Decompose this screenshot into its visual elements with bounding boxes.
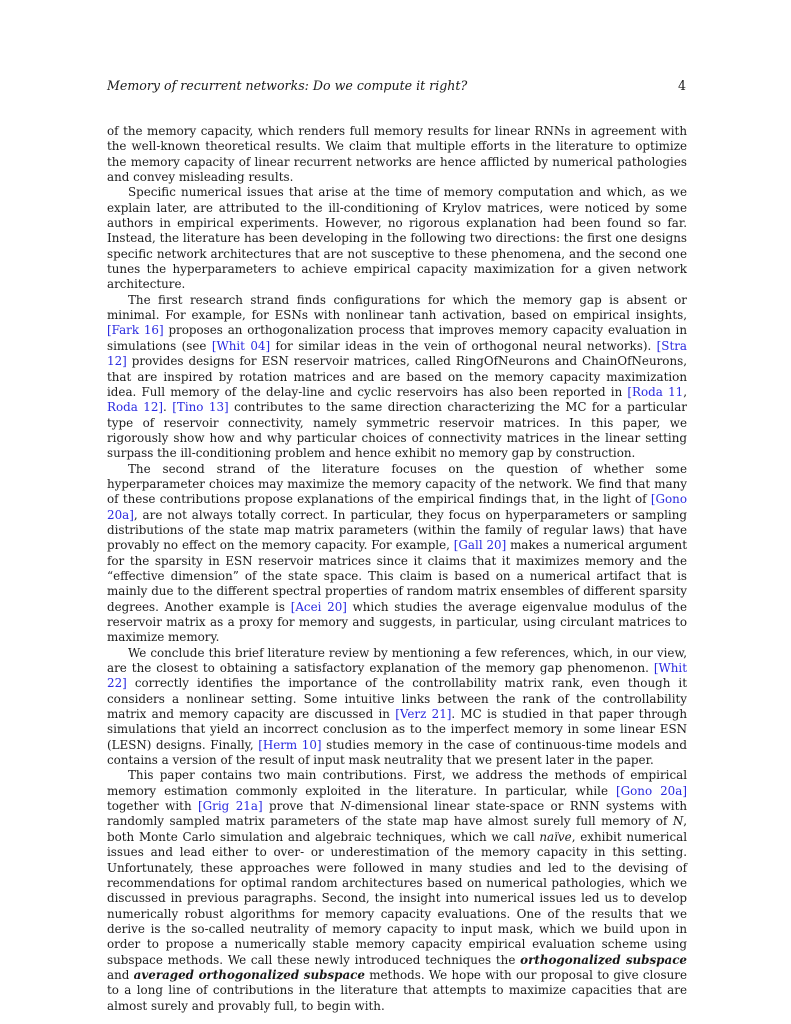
page-number: 4 xyxy=(677,78,686,93)
citation-link[interactable]: [Gall 20] xyxy=(453,538,507,553)
text-run: , exhibit numerical issues and lead either to over- or underestimation of the memory capacity in this setting. Unfortunately, these approaches were followed in many studies and led to the devising of recommendations for optimal random architectures based on numerical pathologies, which we discussed in previous paragraphs. Second, the insight into numerical issues led us to develop numerically robust algorithms for memory capacity evaluations. One of the results that we derive is the so-called neutrality of memory capacity to input mask, which we build upon in order to propose a numerically stable memory capacity empirical evaluation scheme using subspace methods. We call these newly introduced techniques the xyxy=(107,829,687,967)
paragraph xyxy=(107,646,687,769)
text-run: of the memory capacity, which renders full memory results for linear RNNs in agreement with the well-known theoretical results. We claim that multiple efforts in the literature to optimize the memory capacity of linear recurrent networks are hence afflicted by numerical pathologies and convey misleading results. xyxy=(107,124,687,185)
text-run: , xyxy=(683,384,687,399)
text-run: and xyxy=(107,967,134,982)
emphasized-text: N xyxy=(672,814,684,829)
text-run: together with xyxy=(107,799,199,814)
paragraph xyxy=(107,185,687,292)
text-run: Specific numerical issues that arise at the time of memory computation and which, as we explain later, are attributed to the ill-conditioning of Krylov matrices, were noticed by some authors in empirical experiments. However, no rigorous explanation had been found so far. Instead, the literature has been developing in the following two directions: the first one designs specific network architectures that are not susceptive to these phenomena, and the second one tunes the hyperparameters to achieve empirical capacity maximization for a given network architecture. xyxy=(107,185,687,292)
citation-link[interactable]: [Tino 13] xyxy=(172,400,229,415)
text-run: This paper contains two main contributions. First, we address the methods of empirical memory estimation commonly exploited in the literature. In particular, while xyxy=(107,768,687,798)
text-run: which studies the average eigenvalue modulus of the reservoir matrix as a proxy for memory and suggests, in particular, using circulant matrices to maximize memory. xyxy=(107,599,687,645)
paragraph xyxy=(107,124,687,185)
citation-link[interactable]: [Roda 11 xyxy=(627,384,684,399)
emphasized-text: N xyxy=(340,799,351,814)
text-run: contributes to the same direction characterizing the MC for a particular type of reservoir connectivity, namely symmetric reservoir matrices. In this paper, we rigorously show how and why particular choices of connectivity matrices in the linear setting surpass the ill-conditioning problem and hence exhibit no memory gap by construction. xyxy=(107,400,687,461)
text-run: proposes an orthogonalization process that improves memory capacity evaluation in simulations (see xyxy=(107,323,688,353)
text-run: The first research strand finds configurations for which the memory gap is absent or minimal. For example, for ESNs with nonlinear tanh activation, based on empirical insights, xyxy=(107,292,687,323)
citation-link[interactable]: [Verz 21] xyxy=(395,707,452,722)
text-run: methods. We hope with our proposal to give closure to a long line of contributions in the literature that attempts to maximize capacities that are almost surely and provably full, to begin with. xyxy=(107,967,687,1013)
text-run: We conclude this brief literature review by mentioning a few references, which, in our view, are the closest to obtaining a satisfactory explanation of the memory gap phenomenon. xyxy=(107,645,687,676)
citation-link[interactable]: [Stra 12] xyxy=(107,338,687,369)
citation-link[interactable]: Roda 12] xyxy=(107,400,164,415)
running-head xyxy=(107,78,686,93)
text-run: , are not always totally correct. In particular, they focus on hyperparameters or sampling distributions of the state map matrix parameters (within the family of regular laws) that have provably no effect on the memory capacity. For example, xyxy=(107,507,687,553)
running-title: Memory of recurrent networks: Do we compute it right? xyxy=(107,78,468,93)
citation-link[interactable]: [Whit 04] xyxy=(211,338,271,353)
citation-link[interactable]: [Acei 20] xyxy=(290,599,347,614)
citation-link[interactable]: [Gono 20a] xyxy=(616,783,687,798)
body-text xyxy=(107,124,687,1014)
text-run: studies memory in the case of continuous-time models and contains a version of the result of input mask neutrality that we present later in the paper. xyxy=(107,737,687,768)
emphasized-text: naïve xyxy=(539,829,572,844)
citation-link[interactable]: [Gono 20a] xyxy=(107,492,687,522)
text-run: . MC is studied in that paper through simulations that yield an incorrect conclusion as to the imperfect memory in some linear ESN (LESN) designs. Finally, xyxy=(107,707,688,752)
text-run: , both Monte Carlo simulation and algebraic techniques, which we call xyxy=(107,814,687,844)
paragraph xyxy=(107,768,687,1014)
citation-link[interactable]: [Fark 16] xyxy=(107,323,164,338)
text-run: makes a numerical argument for the sparsity in ESN reservoir matrices since it claims that it maximizes memory and the “effective dimension” of the state space. This claim is based on a numerical artifact that is mainly due to the different spectral properties of random matrix ensembles of different sparsity degrees. Another example is xyxy=(107,538,687,614)
text-run: provides designs for ESN reservoir matrices, called RingOfNeurons and ChainOfNeurons, that are inspired by rotation matrices and are based on the memory capacity maximization idea. Full memory of the delay-line and cyclic reservoirs has also been reported in xyxy=(107,354,687,399)
text-run: for similar ideas in the vein of orthogonal neural networks). xyxy=(270,338,657,353)
paragraph xyxy=(107,293,687,462)
bold-italic-term: orthogonalized subspace xyxy=(520,952,688,967)
paragraph xyxy=(107,462,687,646)
text-run: correctly identifies the importance of the controllability matrix rank, even though it considers a nonlinear setting. Some intuitive links between the rank of the controllability matrix and memory capacity are discussed in xyxy=(107,676,687,722)
citation-link[interactable]: [Whit 22] xyxy=(107,661,687,691)
citation-link[interactable]: [Herm 10] xyxy=(258,737,322,752)
bold-italic-term: averaged orthogonalized subspace xyxy=(133,967,365,982)
text-run: The second strand of the literature focuses on the question of whether some hyperparameter choices may maximize the memory capacity of the network. We find that many of these contributions propose explanations of the empirical findings that, in the light of xyxy=(107,461,687,507)
citation-link[interactable]: [Grig 21a] xyxy=(198,799,263,814)
text-run: . xyxy=(163,400,173,415)
text-run: -dimensional linear state-space or RNN systems with randomly sampled matrix parameters of the state map have almost surely full memory of xyxy=(107,799,688,829)
text-run: prove that xyxy=(262,799,341,814)
